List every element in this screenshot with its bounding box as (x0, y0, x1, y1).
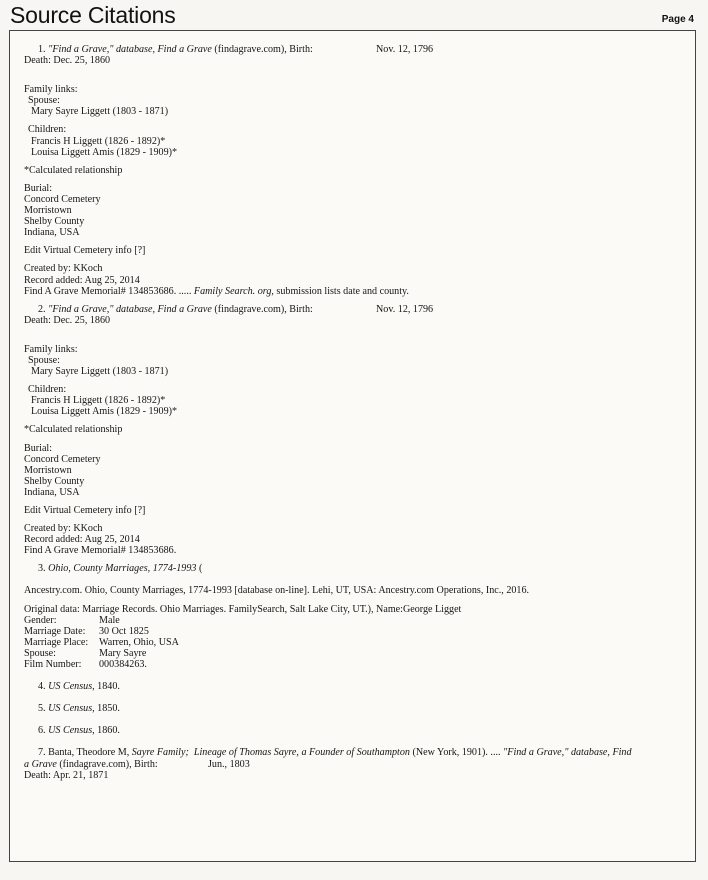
citation-1-calc-note: *Calculated relationship (24, 164, 123, 176)
citation-2-burial-line: Shelby County (24, 475, 85, 487)
citation-7-death: Death: Apr. 21, 1871 (24, 769, 109, 781)
citation-2-burial-line: Concord Cemetery (24, 453, 101, 465)
citation-2-burial-line: Indiana, USA (24, 486, 80, 498)
citation-2-calc-note: *Calculated relationship (24, 424, 123, 436)
citation-7-source: 7. Banta, Theodore M, Sayre Family; Lineage of Thomas Sayre, a Founder of Southampton (New York, 1901). .... "Find a Grave," database, Find (38, 747, 632, 759)
citation-1-burial-label: Burial: (24, 182, 53, 194)
citation-1-spouse-label: Spouse: (28, 95, 60, 107)
citation-1-birth-date: Nov. 12, 1796 (376, 44, 434, 55)
citation-1-burial-line: Shelby County (24, 216, 85, 228)
citation-7-birth-date: Jun., 1803 (208, 758, 250, 770)
citation-2-source: 2. "Find a Grave," database, Find a Grave (findagrave.com), Birth: Nov. 12, 1796 (38, 303, 434, 315)
citation-3-title: 3. Ohio, County Marriages, 1774-1993 ( (38, 563, 203, 575)
citation-5: 5. US Census, 1850. (38, 703, 120, 715)
citation-2-edit-link: Edit Virtual Cemetery info [?] (24, 505, 146, 516)
citation-1-source: 1. "Find a Grave," database, Find a Grave (findagrave.com), Birth: Nov. 12, 1796 (38, 44, 434, 55)
citation-2-child: Louisa Liggett Amis (1829 - 1909)* (31, 406, 178, 418)
citation-2-spouse-label: Spouse: (28, 354, 60, 366)
citation-1-memorial: Find A Grave Memorial# 134853686. ..... Family Search. org, submission lists date and county. (24, 285, 409, 297)
citation-1-children-label: Children: (28, 124, 67, 136)
citation-1-family-links: Family links: (24, 84, 78, 96)
citation-1-child: Francis H Liggett (1826 - 1892)* (31, 135, 166, 147)
citation-1 (24, 44, 689, 297)
citations-list (24, 44, 689, 781)
citation-1-child: Louisa Liggett Amis (1829 - 1909)* (31, 146, 178, 158)
citation-1-burial-line: Morristown (24, 205, 72, 217)
citation-2-record-added: Record added: Aug 25, 2014 (24, 534, 140, 546)
citation-3-field: Marriage Date: 30 Oct 1825 (24, 625, 149, 637)
citation-1-death: Death: Dec. 25, 1860 (24, 55, 111, 67)
citation-2 (24, 304, 689, 557)
citation-7 (24, 747, 689, 780)
citation-3-field: Film Number: 000384263. (24, 659, 147, 671)
citation-2-burial-label: Burial: (24, 442, 53, 454)
citation-2-birth-date: Nov. 12, 1796 (376, 303, 434, 315)
page-title: Source Citations (10, 2, 176, 28)
citation-1-spouse: Mary Sayre Liggett (1803 - 1871) (31, 106, 169, 118)
citation-3 (24, 563, 689, 670)
citation-6: 6. US Census, 1860. (38, 725, 120, 737)
citation-1-created-by: Created by: KKoch (24, 263, 103, 275)
citation-3-field: Gender: Male (24, 614, 120, 626)
citation-2-memorial: Find A Grave Memorial# 134853686. (24, 545, 177, 557)
citation-3-ancestry: Ancestry.com. Ohio, County Marriages, 1774-1993 [database on-line]. Lehi, UT, USA: Ancestry.com Operations, Inc., 2016. (24, 585, 530, 597)
citation-3-original: Original data: Marriage Records. Ohio Marriages. FamilySearch, Salt Lake City, UT.), Name:George Ligget (24, 603, 462, 615)
citation-3-field: Spouse: Mary Sayre (24, 647, 147, 659)
citation-1-edit-link: Edit Virtual Cemetery info [?] (24, 245, 146, 257)
citation-2-children-label: Children: (28, 384, 67, 396)
citation-3-field: Marriage Place: Warren, Ohio, USA (24, 636, 179, 648)
citation-2-family-links: Family links: (24, 343, 78, 355)
citation-2-spouse: Mary Sayre Liggett (1803 - 1871) (31, 366, 169, 378)
citation-4: 4. US Census, 1840. (38, 681, 120, 693)
citation-2-created-by: Created by: KKoch (24, 523, 103, 535)
citation-1-burial-line: Concord Cemetery (24, 193, 101, 205)
citation-2-burial-line: Morristown (24, 464, 72, 476)
citation-1-burial-line: Indiana, USA (24, 227, 80, 239)
citation-2-death: Death: Dec. 25, 1860 (24, 314, 111, 326)
page-number: Page 4 (661, 14, 694, 25)
citation-7-source-cont: a Grave (findagrave.com), Birth: Jun., 1803 (24, 758, 250, 770)
citation-2-child: Francis H Liggett (1826 - 1892)* (31, 395, 166, 407)
citation-1-record-added: Record added: Aug 25, 2014 (24, 274, 140, 286)
